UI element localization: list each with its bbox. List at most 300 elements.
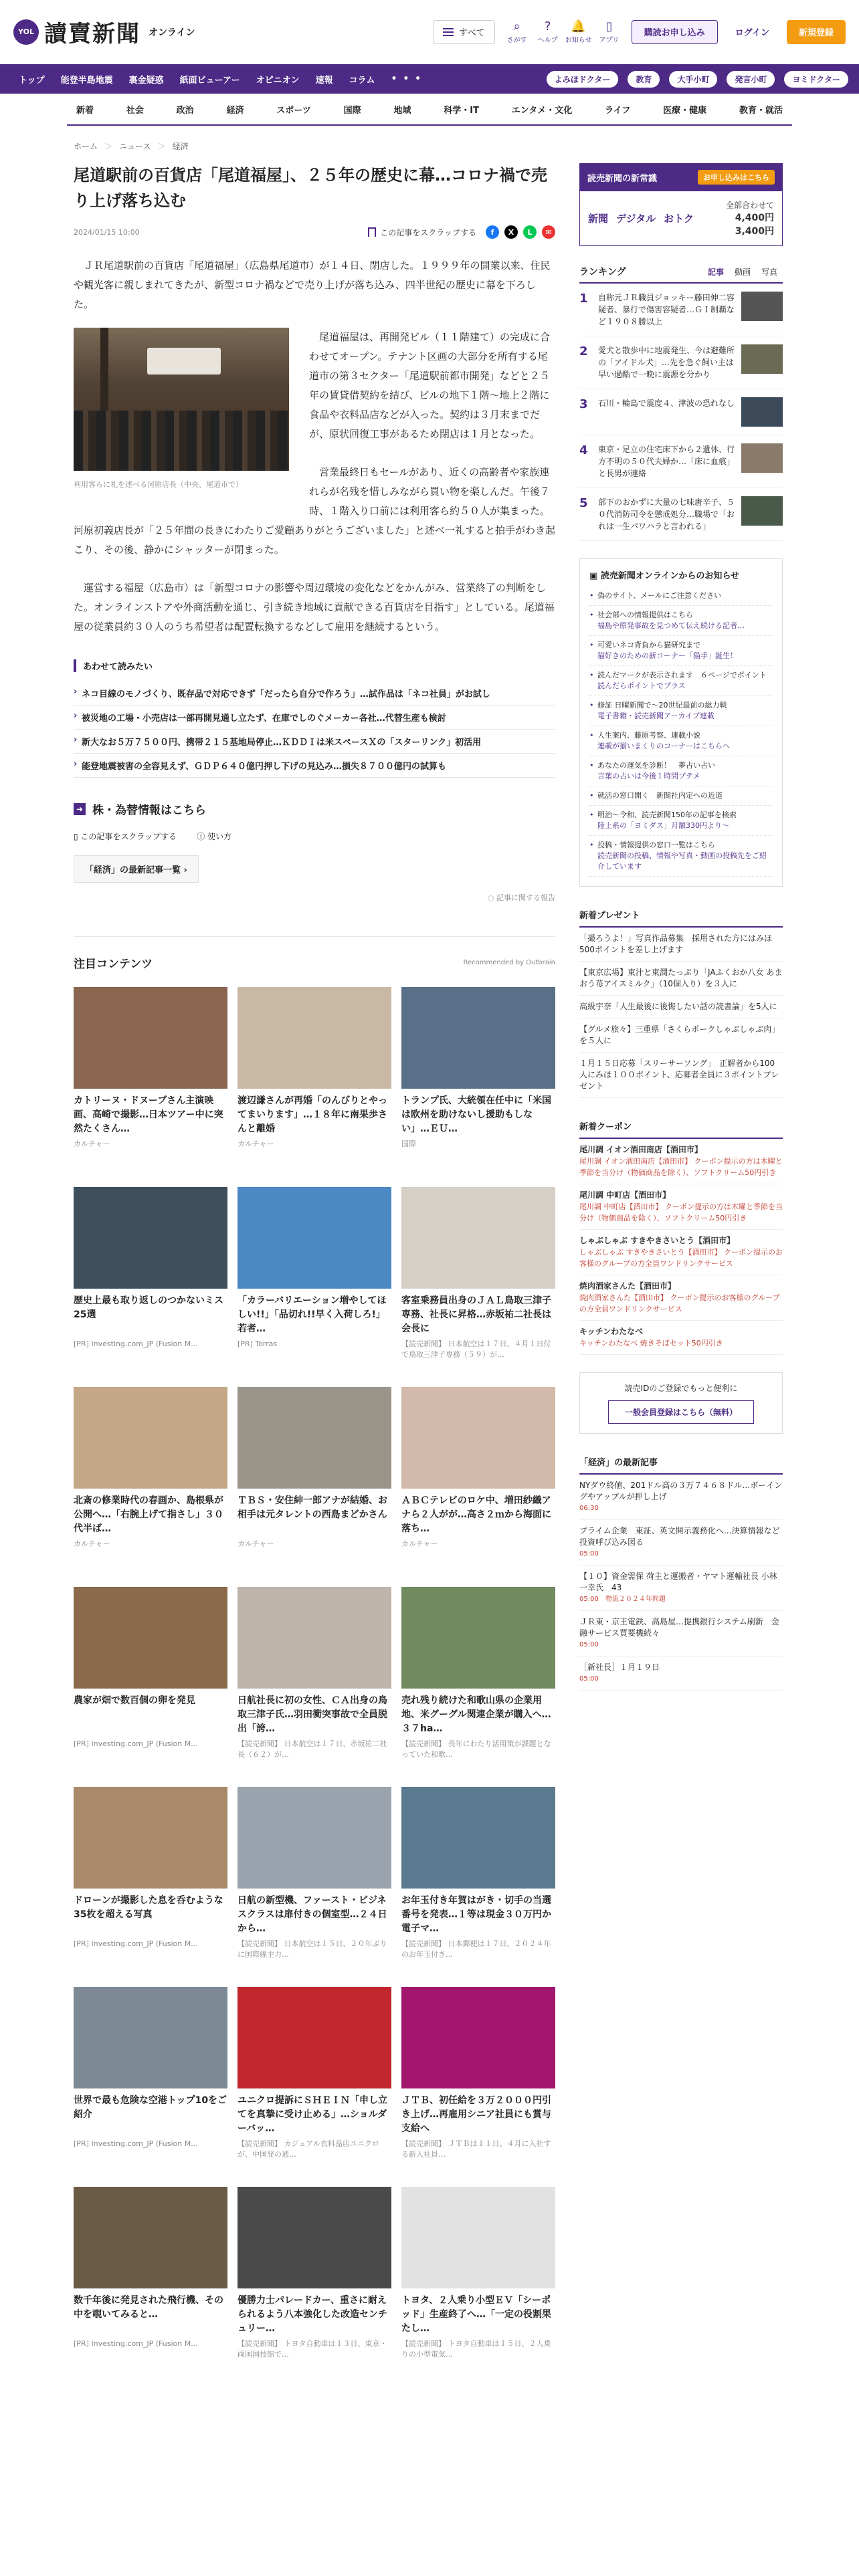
category-tab[interactable]: エンタメ・文化 bbox=[511, 105, 573, 116]
notice-text: 投稿・情報提供の窓口一覧はこちら bbox=[597, 841, 715, 849]
card-source: [PR] Investing.com_JP (Fusion M... bbox=[74, 2139, 198, 2148]
present-item[interactable]: 「撮ろうよ！」写真作品募集 採用された方にはみほ500ポイントを差し上げます bbox=[579, 928, 783, 962]
economy-latest-time: 05:00 物流２０２４年問題 bbox=[579, 1596, 666, 1603]
card-source: 【読売新聞】 長年にわたり活用策が課題となっていた和歌… bbox=[401, 1739, 551, 1759]
article-date: 2024/01/15 10:00 bbox=[74, 227, 140, 237]
economy-latest-text-wrap bbox=[579, 1480, 783, 1514]
coupon-deal: 尾川調 中町店【酒田市】 クーポン提示の方は木曜と季節を当分け（物価商品を除く）、ソフトクリーム50円引き bbox=[579, 1202, 783, 1222]
ranking-tab-video[interactable]: 動画 bbox=[734, 267, 751, 277]
card-title: 日航社長に初の女性、ＣＡ出身の鳥取三津子氏…羽田衝突事故で全員脱出「誇… bbox=[237, 1695, 387, 1734]
site-header bbox=[0, 0, 859, 64]
card-source: 国際 bbox=[401, 1140, 416, 1148]
card-image bbox=[237, 1987, 391, 2088]
notice-text: 読んだマークが表示されます ６ページでポイント bbox=[597, 671, 767, 679]
coupon-title: 新着クーポン bbox=[579, 1119, 783, 1139]
article-column bbox=[74, 140, 555, 2371]
coupon-deal: しゃぶしゃぶ すきやきさいとう【酒田市】 クーポン提示のお客様のグループの方全員ワンドリンクサービス bbox=[579, 1248, 783, 1268]
all-menu-label: すべて bbox=[458, 28, 485, 38]
notice-text: 修証 日曜新聞で〜20世紀最前の総力戦 bbox=[597, 701, 727, 710]
notice-item[interactable] bbox=[589, 636, 773, 666]
card-source: [PR] Torras bbox=[237, 1339, 278, 1348]
card-image bbox=[74, 1787, 227, 1889]
all-menu-button[interactable] bbox=[433, 20, 495, 44]
content-card[interactable] bbox=[237, 1387, 391, 1571]
nav-item[interactable]: オピニオン bbox=[256, 75, 300, 86]
login-button[interactable]: ログイン bbox=[735, 28, 769, 38]
report-label: 記事に関する報告 bbox=[496, 893, 555, 902]
scrap-label: この記事をスクラップする bbox=[80, 832, 177, 841]
promo-cta[interactable]: お申し込みはこちら bbox=[698, 170, 775, 185]
subscribe-button[interactable]: 購読お申し込み bbox=[632, 20, 718, 44]
economy-latest-item[interactable] bbox=[579, 1475, 783, 1520]
coupon-shop: キッチンわたなべ bbox=[579, 1327, 644, 1336]
related-link[interactable]: › 能登地震被害の全容見えず、ＧＤＰ６４０億円押し下げの見込み…損失８７００億円の試算も bbox=[74, 754, 555, 778]
card-source: カルチャー bbox=[74, 1539, 110, 1548]
card-title: カトリーヌ・ドヌーブさん主演映画、高崎で撮影…日本ツアー中に突然たくさん… bbox=[74, 1095, 223, 1134]
present-list bbox=[579, 928, 783, 1098]
x-icon[interactable]: X bbox=[504, 225, 518, 239]
main-nav-items bbox=[11, 73, 383, 86]
card-image bbox=[74, 2187, 227, 2288]
article-body bbox=[74, 328, 555, 637]
ranking-item[interactable] bbox=[579, 336, 783, 389]
content-card[interactable] bbox=[74, 1787, 227, 1971]
present-box bbox=[579, 908, 783, 1098]
card-title: お年玉付き年賀はがき・切手の当選番号を発表…１等は現金３０万円か電子マ… bbox=[401, 1895, 551, 1934]
logo-mark: YOL bbox=[13, 19, 39, 45]
category-tab[interactable]: スポーツ bbox=[276, 105, 311, 116]
card-image bbox=[74, 1187, 227, 1289]
scrap-button[interactable] bbox=[368, 227, 476, 238]
ranking-item[interactable] bbox=[579, 284, 783, 336]
economy-latest-label: 「経済」の最新記事一覧 bbox=[85, 865, 181, 875]
coupon-box bbox=[579, 1119, 783, 1355]
article-paragraph: 尾道福屋は、再開発ビル（１１階建て）の完成に合わせてオープン。テナント区画の大部分を所有する尾道市の第３セクター「尾道駅前都市開発」などと２５年の賃貸借契約を結び、ビルの地下１階〜地上２階に食品や衣料品店などが入った。契約は３月末までだが、原状回復工事があるため閉店は１月となった。 bbox=[309, 331, 551, 440]
notice-subtext: 猫好きのための新コーナー「猫手」誕生！ bbox=[597, 651, 737, 660]
card-title: 歴史上最も取り返しのつかないミス25選 bbox=[74, 1295, 223, 1320]
header-icon-label: アプリ bbox=[599, 37, 619, 44]
notice-list bbox=[589, 586, 773, 877]
ranking-title-text: 東京・足立の住宅床下から２遺体、行方不明の５０代夫婦か…「床に血痕」と長男が連絡 bbox=[598, 445, 735, 478]
notice-item[interactable] bbox=[589, 586, 773, 606]
ranking-title-text: 自称元ＪＲ職員ジョッキー藤田伸二容疑者、暴行で傷害容疑者…ＧＩ制覇など１９０８勝以上 bbox=[598, 293, 735, 326]
card-image bbox=[74, 987, 227, 1089]
arrow-right-icon: ➜ bbox=[74, 803, 86, 815]
card-image bbox=[401, 1187, 555, 1289]
subscribe-promo[interactable] bbox=[579, 163, 783, 191]
coupon-deal: キッチンわたなべ 焼きそばセット50円引き bbox=[579, 1339, 723, 1348]
article-paragraph: 営業最終日もセールがあり、近くの高齢者や家族連れらが名残を惜しみながら買い物を楽しんだ。午後７時、１階入り口前には利用客ら約５０人が集まった。河原初義店長が「２５年間の長きにわたりご愛顧ありがとうございました」と述べ一礼すると拍手がわき起こり、その後、静かにシャッターが閉まった。 bbox=[74, 466, 556, 556]
notice-item[interactable] bbox=[589, 726, 773, 756]
economy-latest-item[interactable] bbox=[579, 1566, 783, 1611]
line-icon[interactable]: L bbox=[523, 225, 537, 239]
promo-price-2: 3,400円 bbox=[735, 226, 774, 237]
coupon-list bbox=[579, 1139, 783, 1355]
coupon-item[interactable] bbox=[579, 1230, 783, 1275]
coupon-item[interactable] bbox=[579, 1139, 783, 1184]
card-image bbox=[237, 1587, 391, 1689]
coupon-item[interactable] bbox=[579, 1184, 783, 1230]
category-tab[interactable]: 政治 bbox=[176, 105, 194, 116]
featured-grid bbox=[74, 987, 555, 2371]
card-title: 農家が畑で数百個の卵を発見 bbox=[74, 1695, 195, 1706]
more-menu-button[interactable]: • • • bbox=[391, 74, 423, 84]
card-source: カルチャー bbox=[74, 1140, 110, 1148]
category-tab[interactable]: 医療・健康 bbox=[663, 105, 707, 116]
notice-subtext: 陸上系の「ヨミダス」月額330円より～ bbox=[597, 821, 729, 830]
content-card[interactable] bbox=[74, 1187, 227, 1371]
economy-latest-text-wrap bbox=[579, 1525, 788, 1560]
card-image bbox=[237, 1787, 391, 1889]
ranking-title-text: 部下のおかずに大量の七味唐辛子、５０代消防司令を懲戒処分…職場で「おれは一生パワハラと言われる」 bbox=[598, 498, 735, 531]
economy-latest-item[interactable] bbox=[579, 1611, 783, 1656]
notice-text: 人生案内、藤原考察、連載小説 bbox=[597, 731, 700, 740]
ranking-item[interactable] bbox=[579, 389, 783, 435]
article-photo[interactable] bbox=[74, 328, 289, 494]
nav-item[interactable]: トップ bbox=[19, 75, 45, 86]
card-image bbox=[401, 1387, 555, 1489]
notice-item[interactable] bbox=[589, 836, 773, 877]
main-nav bbox=[0, 64, 859, 94]
card-image bbox=[74, 1387, 227, 1489]
scrap-label: この記事をスクラップする bbox=[380, 227, 476, 237]
help-button[interactable] bbox=[533, 19, 563, 44]
ranking-thumb bbox=[741, 344, 783, 374]
article-title: 尾道駅前の百貨店「尾道福屋」、２５年の歴史に幕…コロナ禍で売り上げ落ち込む bbox=[74, 166, 547, 210]
coupon-shop: 尾川調 中町店【酒田市】 bbox=[579, 1190, 671, 1200]
header-actions bbox=[433, 19, 846, 44]
economy-latest-text: 【１０】資金需保 荷主と運搬者・ヤマト運輸社長 小林一幸氏 43 bbox=[579, 1572, 777, 1592]
content-card[interactable] bbox=[237, 1987, 391, 2171]
category-tab[interactable]: 国際 bbox=[343, 105, 361, 116]
card-image bbox=[237, 2187, 391, 2288]
nav-item[interactable]: 能登半島地震 bbox=[60, 75, 113, 86]
report-link[interactable]: ◌ 記事に関する報告 bbox=[487, 893, 555, 902]
card-image bbox=[237, 987, 391, 1089]
card-image bbox=[401, 987, 555, 1089]
ranking-item[interactable] bbox=[579, 488, 783, 541]
ranking-thumb bbox=[741, 292, 783, 321]
ranking-list bbox=[579, 284, 783, 541]
register-text: 読売IDのご登録でもっと便利に bbox=[624, 1384, 738, 1393]
promo-price bbox=[726, 199, 774, 237]
nav-pill[interactable]: 発言小町 bbox=[727, 71, 775, 88]
related-link[interactable]: › 被災地の工場・小売店は一部再開見通し立たず、在庫でしのぐメーカー各社…代替生産も検討 bbox=[74, 706, 555, 730]
content-card[interactable] bbox=[237, 1787, 391, 1971]
scrap-button-bottom[interactable]: ▯ この記事をスクラップする bbox=[74, 832, 177, 841]
card-title: 渡辺謙さんが再婚「のんびりとやってまいります」…１８年に南果歩さんと離婚 bbox=[237, 1095, 387, 1134]
economy-latest-text-wrap bbox=[579, 1662, 783, 1685]
header-icon-label: さがす bbox=[506, 37, 527, 44]
category-tab[interactable]: 教育・就活 bbox=[739, 105, 783, 116]
card-source: カルチャー bbox=[237, 1539, 274, 1548]
nav-pill[interactable]: 大手小町 bbox=[669, 71, 717, 88]
card-source: 【読売新聞】 日本郵便は１７日、２０２４年のお年玉付き… bbox=[401, 1939, 551, 1959]
app-button[interactable] bbox=[594, 19, 625, 44]
logo-suffix: オンライン bbox=[149, 27, 195, 38]
promo-item: おトク bbox=[664, 213, 694, 225]
notice-text: 明治〜令和、読売新聞150年の記事を検索 bbox=[597, 811, 737, 819]
breadcrumb-economy[interactable]: 経済 bbox=[172, 142, 189, 151]
ranking-title: ランキング bbox=[579, 267, 626, 278]
card-image bbox=[74, 1587, 227, 1689]
economy-latest-title: 「経済」の最新記事 bbox=[579, 1455, 783, 1475]
header-icon-label: ヘルプ bbox=[537, 37, 558, 44]
card-source: 【読売新聞】 トヨタ自動車は１５日、２人乗りの小型電気… bbox=[401, 2339, 551, 2359]
card-source: 【読売新聞】 日本航空は１７日、赤坂祐二社長（６２）が… bbox=[237, 1739, 387, 1759]
content-card[interactable] bbox=[74, 987, 227, 1171]
economy-latest-text-wrap bbox=[579, 1571, 783, 1605]
nav-item[interactable]: 裏金疑惑 bbox=[128, 75, 164, 86]
notice-item[interactable] bbox=[589, 806, 773, 836]
economy-latest-button[interactable]: 「経済」の最新記事一覧 › bbox=[74, 855, 199, 883]
notice-title: ▣ 読売新聞オンラインからのお知らせ bbox=[589, 571, 740, 581]
card-source: [PR] Investing.com_JP (Fusion M... bbox=[74, 1339, 198, 1348]
logo-name: 讀賣新聞 bbox=[44, 21, 140, 47]
related-link[interactable]: › ネコ目線のモノづくり、既存品で対応できず「だったら自分で作ろう」…試作品は「ネコ社員」がお試し bbox=[74, 681, 555, 706]
bell-icon: 🔔 bbox=[571, 19, 586, 33]
promo-item: デジタル bbox=[616, 213, 656, 225]
card-title: 日航の新型機、ファースト・ビジネスクラスは扉付きの個室型…２４日から… bbox=[237, 1895, 387, 1934]
featured-title: 注目コンテンツ bbox=[74, 958, 153, 971]
card-title: 北斎の修業時代の春画か、島根県が公開へ…「右腕上げて指さし」３０代半ば… bbox=[74, 1495, 223, 1534]
card-title: 客室乗務員出身のＪＡＬ鳥取三津子専務、社長に昇格…赤坂祐二社長は会長に bbox=[401, 1295, 551, 1334]
coupon-shop: 焼肉酒家さんた【酒田市】 bbox=[579, 1281, 676, 1291]
stock-info-link[interactable] bbox=[74, 800, 555, 817]
promo-price-1: 4,400円 bbox=[735, 213, 774, 223]
content-card[interactable] bbox=[401, 1387, 555, 1571]
nav-item[interactable]: 紙面ビューアー bbox=[179, 75, 240, 86]
card-source: [PR] Investing.com_JP (Fusion M... bbox=[74, 2339, 198, 2348]
howto-link[interactable]: ⓘ 使い方 bbox=[197, 832, 232, 841]
article-paragraph: 運営する福屋（広島市）は「新型コロナの影響や周辺環境の変化などをかんがみ、営業終了の判断をした。オンラインストアや外商活動を通じ、引き続き地域に貢献できる百貨店を目指す」としている。尾道福屋の従業員約３０人のうち希望者は配置転換するなどして雇用を継続するという。 bbox=[74, 582, 555, 633]
nav-pill[interactable]: 教育 bbox=[628, 71, 660, 88]
card-title: ユニクロ提訴にＳＨＥＩＮ「申し立てを真摯に受け止める」…ショルダーバッ… bbox=[237, 2095, 387, 2134]
card-title: ＡＢＣテレビのロケ中、増田紗織アナら２人がが…高さ２ｍから海面に落ち… bbox=[401, 1495, 551, 1534]
notice-item[interactable] bbox=[589, 786, 773, 806]
card-source: カルチャー bbox=[237, 1140, 274, 1148]
header-icon-group bbox=[502, 19, 625, 44]
content-card[interactable] bbox=[237, 1587, 391, 1771]
featured-content bbox=[74, 936, 555, 2371]
card-image bbox=[401, 2187, 555, 2288]
nav-item[interactable]: コラム bbox=[349, 75, 375, 86]
ranking-thumb bbox=[741, 397, 783, 427]
ranking-thumb bbox=[741, 496, 783, 526]
notice-subtext: 言葉の占いは今後１時間ブテメ bbox=[597, 772, 700, 780]
economy-latest-text: ＪＲ東・京王電鉄、高島屋…提携銀行システム刷新 金融サービス買要機続々 bbox=[579, 1617, 779, 1638]
economy-latest-box bbox=[579, 1455, 788, 1691]
photo-image bbox=[74, 328, 289, 471]
card-image bbox=[401, 1587, 555, 1689]
notice-item[interactable] bbox=[589, 756, 773, 786]
related-articles bbox=[74, 659, 555, 778]
content-card[interactable] bbox=[401, 1787, 555, 1971]
card-title: トヨタ、２人乗り小型ＥＶ「シーポッド」生産終了へ…「一定の役割果たし… bbox=[401, 2295, 551, 2334]
coupon-item[interactable] bbox=[579, 1275, 783, 1321]
economy-latest-time: 05:00 bbox=[579, 1641, 599, 1648]
present-title: 新着プレゼント bbox=[579, 908, 783, 928]
category-tab[interactable]: 科学・IT bbox=[444, 105, 479, 116]
related-title: あわせて読みたい bbox=[74, 659, 555, 672]
content-card[interactable] bbox=[401, 2187, 555, 2371]
card-title: 数千年後に発見された飛行機、その中を覗いてみると… bbox=[74, 2295, 223, 2320]
content-card[interactable] bbox=[401, 1587, 555, 1771]
card-image bbox=[237, 1187, 391, 1289]
economy-latest-time: 06:30 bbox=[579, 1505, 599, 1512]
ranking-item[interactable] bbox=[579, 435, 783, 488]
notice-box bbox=[579, 558, 783, 887]
register-promo bbox=[579, 1372, 783, 1434]
ranking-thumb bbox=[741, 443, 783, 473]
economy-latest-text: NYダウ終値、201ドル高の３万７４６８ドル…ボーイングやアップルが押し上げ bbox=[579, 1481, 783, 1501]
content-card[interactable] bbox=[74, 2187, 227, 2371]
ranking-number: 2 bbox=[579, 344, 588, 358]
economy-latest-text: プライム企業 東証、英文開示義務化へ…決算情報など 投資呼び込み図る bbox=[579, 1526, 788, 1547]
content-card[interactable] bbox=[401, 987, 555, 1171]
ranking-title-text: 石川・輪島で震度４、津波の恐れなし bbox=[598, 399, 735, 408]
help-icon: ? bbox=[544, 19, 551, 33]
content-card[interactable] bbox=[401, 1187, 555, 1371]
economy-latest-item[interactable] bbox=[579, 1520, 788, 1566]
card-source: [PR] Investing.com_JP (Fusion M... bbox=[74, 1739, 198, 1748]
header-icon-label: お知らせ bbox=[565, 37, 592, 44]
breadcrumb-home[interactable]: ホーム bbox=[74, 142, 98, 151]
card-title: ドローンが撮影した息を呑むような35枚を超える写真 bbox=[74, 1895, 223, 1920]
notice-item[interactable] bbox=[589, 696, 773, 726]
card-source: 【読売新聞】 カジュアル衣料品店ユニクロが、中国発の通… bbox=[237, 2139, 379, 2159]
category-tab[interactable]: ライフ bbox=[605, 105, 631, 116]
ranking-number: 5 bbox=[579, 496, 588, 510]
article-sub-actions bbox=[74, 831, 555, 842]
content-card[interactable] bbox=[74, 1987, 227, 2171]
bell-button[interactable] bbox=[563, 19, 594, 44]
notice-item[interactable] bbox=[589, 666, 773, 696]
nav-item[interactable]: 速報 bbox=[315, 75, 333, 86]
bookmark-icon bbox=[368, 227, 376, 237]
economy-latest-list bbox=[579, 1475, 788, 1691]
card-source: 【読売新聞】 トヨタ自動車は１３日、東京・両国国技館で… bbox=[237, 2339, 387, 2359]
search-icon: ⌕ bbox=[513, 19, 520, 33]
present-item[interactable]: 【グルメ旅々】三重県「さくらポークしゃぶしゃぶ肉」を５人に bbox=[579, 1018, 783, 1053]
notice-subtext: 福島や原発事故を見つめて伝え続ける記者… bbox=[597, 621, 745, 630]
card-image bbox=[401, 1987, 555, 2088]
nav-pill[interactable]: よみほドクター bbox=[547, 71, 619, 88]
category-tab[interactable]: 社会 bbox=[126, 105, 144, 116]
promo-title: 読売新聞の新常識 bbox=[587, 173, 658, 184]
present-item[interactable]: 【東京広場】東汁と東潤たっぷり「JAふくおか八女 あまおう苺アイスミルク」（10個入り）を３人に bbox=[579, 962, 783, 996]
notice-title-text: 読売新聞オンラインからのお知らせ bbox=[600, 571, 740, 581]
site-logo[interactable] bbox=[13, 15, 195, 48]
sidebar bbox=[579, 163, 788, 1691]
outbrain-label[interactable]: Recommended by Outbrain bbox=[463, 959, 555, 966]
promo-body bbox=[579, 191, 783, 246]
card-title: 「カラーバリエーション増やしてほしい!!」「品切れ!!早く入荷しろ!」若者… bbox=[237, 1295, 387, 1334]
content-card[interactable] bbox=[74, 1587, 227, 1771]
category-tab[interactable]: 地域 bbox=[393, 105, 411, 116]
present-item[interactable]: 高級宇奈「人生最後に後悔したい話の読書論」を5人に bbox=[579, 996, 783, 1018]
breadcrumb: ホーム ＞ ニュース ＞ 経済 bbox=[74, 142, 189, 151]
ranking-number: 1 bbox=[579, 292, 588, 306]
card-title: 売れ残り続けた和歌山県の企業用地、米グーグル関連企業が購入へ…３７ha… bbox=[401, 1695, 551, 1734]
article-meta bbox=[74, 225, 555, 239]
card-title: トランプ氏、大統領在任中に「米国は欧州を助けないし援助もしない」…ＥＵ… bbox=[401, 1095, 551, 1134]
coupon-shop: しゃぶしゃぶ すきやきさいとう【酒田市】 bbox=[579, 1236, 735, 1245]
notice-text: 偽のサイト、メールにご注意ください bbox=[597, 591, 722, 600]
howto-label: 使い方 bbox=[207, 832, 232, 841]
notice-text: 就活の窓口開く 新聞社内定への近道 bbox=[597, 791, 723, 800]
category-nav bbox=[67, 94, 792, 126]
economy-latest-text-wrap bbox=[579, 1616, 783, 1650]
notice-subtext: 連載が揃いまくりのコーナーはこちらへ bbox=[597, 742, 730, 750]
facebook-icon[interactable]: f bbox=[486, 225, 499, 239]
ranking-tab-photo[interactable]: 写真 bbox=[761, 267, 777, 277]
share-buttons bbox=[486, 225, 555, 239]
article-lead: ＪＲ尾道駅前の百貨店「尾道福屋」（広島県尾道市）が１４日、閉店した。１９９９年の開業以来、住民や観光客に親しまれてきたが、新型コロナ禍などで売り上げが落ち込み、四半世紀の歴史に幕を下ろした。 bbox=[74, 259, 551, 310]
economy-latest-text: ［新社長］１月１９日 bbox=[579, 1662, 660, 1672]
card-source: 【読売新聞】 ＪＴＢは１１日、４月に入社する新入社員… bbox=[401, 2139, 551, 2159]
card-title: ＪＴＢ、初任給を３万２０００円引き上げ…再雇用シニア社員にも賞与支給へ bbox=[401, 2095, 551, 2134]
notice-subtext: 電子書籍・読売新聞アーカイブ連載 bbox=[597, 712, 714, 720]
category-tab[interactable]: 新着 bbox=[76, 105, 94, 116]
app-icon: ▯ bbox=[605, 19, 613, 33]
economy-latest-time: 05:00 bbox=[579, 1675, 599, 1683]
content-card[interactable] bbox=[237, 987, 391, 1171]
register-button[interactable]: 新規登録 bbox=[787, 20, 846, 44]
promo-all: 全部合わせて bbox=[725, 201, 774, 210]
hamburger-icon bbox=[443, 28, 454, 36]
card-image bbox=[74, 1987, 227, 2088]
ranking-tab-articles[interactable]: 記事 bbox=[707, 267, 724, 277]
nav-pill-group bbox=[541, 71, 848, 88]
card-source: [PR] Investing.com_JP (Fusion M... bbox=[74, 1939, 198, 1948]
photo-caption: 利用客らに礼を述べる河原店長（中央、尾道市で） bbox=[74, 480, 243, 489]
card-title: 優勝力士パレードカー、重さに耐えられるよう八本強化した改造センチュリー… bbox=[237, 2295, 387, 2334]
card-source: 【読売新聞】 日本航空は１７日、４月１日付で鳥取三津子専務（５９）が… bbox=[401, 1339, 551, 1359]
content-card[interactable] bbox=[237, 2187, 391, 2371]
related-link[interactable]: › 新大なお５万７５００円、携帯２１５基地局停止…ＫＤＤＩは米スペースＸの「スターリンク」初活用 bbox=[74, 730, 555, 754]
notice-text: あなたの運気を診断！ 夢占い占い bbox=[597, 761, 715, 770]
card-source: カルチャー bbox=[401, 1539, 438, 1548]
notice-item[interactable] bbox=[589, 606, 773, 636]
ranking-box bbox=[579, 265, 783, 541]
economy-latest-item[interactable] bbox=[579, 1656, 783, 1691]
mail-icon[interactable]: ✉ bbox=[542, 225, 555, 239]
content-card[interactable] bbox=[401, 1987, 555, 2171]
notice-text: 可愛いネコ背負から猫研究まで bbox=[597, 641, 700, 649]
present-item[interactable]: １月１５日応募「スリーサーソング」 正解者から100人にみほ１００ポイント、応募者全員に３ポイントプレゼント bbox=[579, 1053, 783, 1098]
ranking-number: 3 bbox=[579, 397, 588, 411]
card-image bbox=[237, 1387, 391, 1489]
notice-text: 社会部への情報提供はこちら bbox=[597, 611, 693, 619]
card-source: 【読売新聞】 日本航空は１５日、２０年ぶりに国際線主力… bbox=[237, 1939, 387, 1959]
stock-info-label: 株・為替情報はこちら bbox=[92, 804, 206, 817]
search-button[interactable] bbox=[502, 19, 533, 44]
ranking-number: 4 bbox=[579, 443, 588, 457]
card-title: 世界で最も危険な空港トップ10をご紹介 bbox=[74, 2095, 227, 2120]
notice-subtext: 読売新聞の投稿、情報や写真・動画の投稿先をご紹介しています bbox=[597, 851, 767, 871]
promo-item: 新聞 bbox=[588, 213, 609, 225]
nav-pill[interactable]: ヨミドクター bbox=[784, 71, 848, 88]
content-card[interactable] bbox=[237, 1187, 391, 1371]
coupon-item[interactable] bbox=[579, 1321, 783, 1355]
card-image bbox=[401, 1787, 555, 1889]
register-free-button[interactable]: 一般会員登録はこちら（無料） bbox=[608, 1400, 754, 1424]
economy-latest-time: 05:00 bbox=[579, 1550, 599, 1558]
content-card[interactable] bbox=[74, 1387, 227, 1571]
category-tab[interactable]: 経済 bbox=[226, 105, 244, 116]
breadcrumb-news[interactable]: ニュース bbox=[119, 142, 151, 151]
